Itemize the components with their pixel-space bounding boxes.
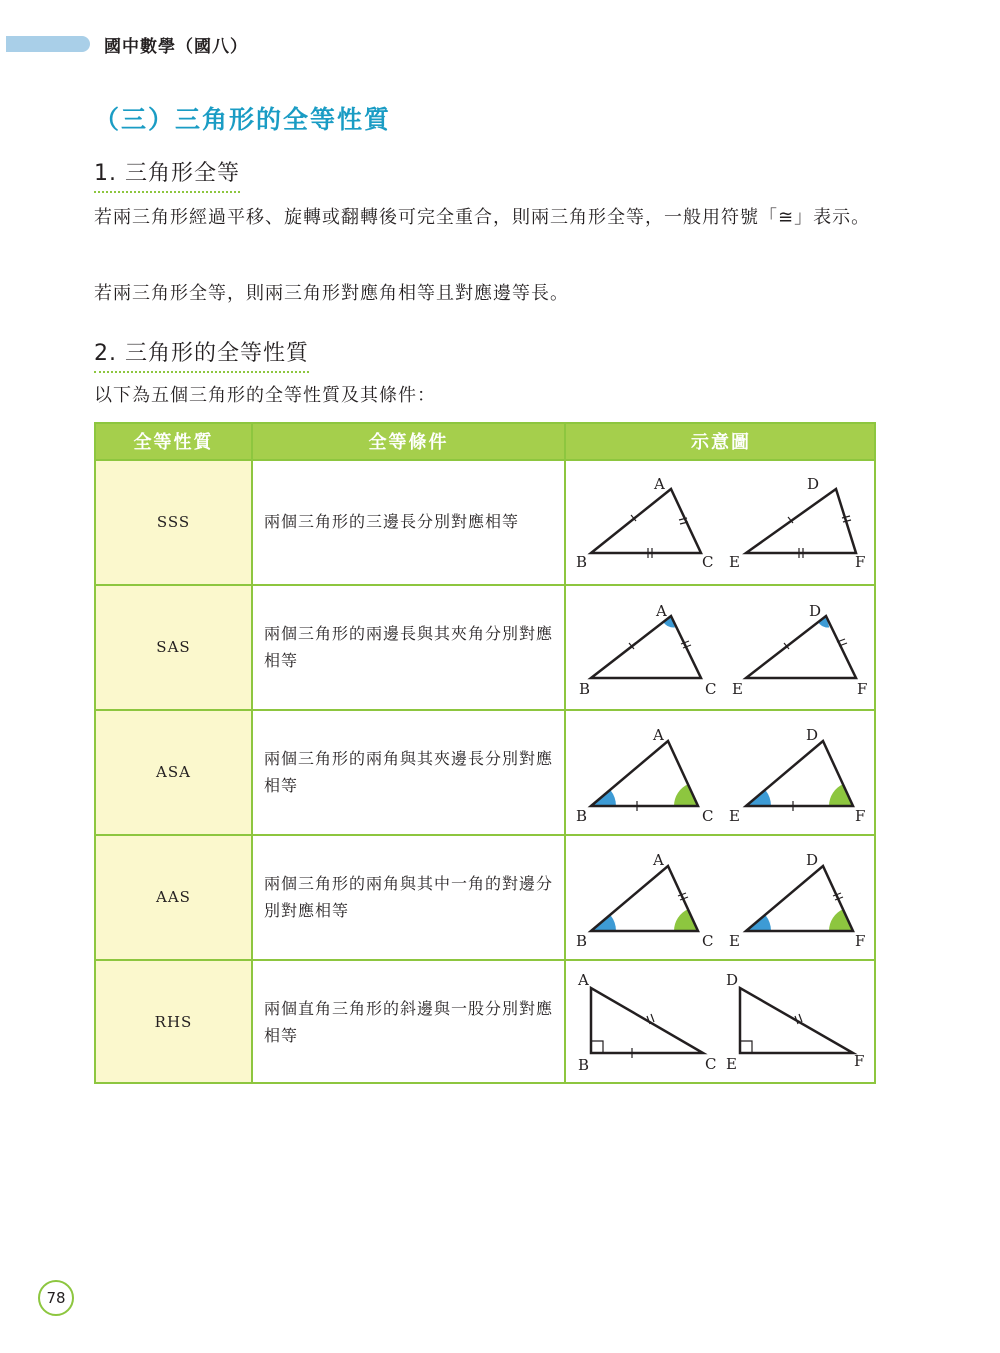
table-row-condition: 兩個三角形的兩角與其夾邊長分別對應相等 — [264, 749, 554, 795]
vertex-label: C — [702, 807, 714, 825]
vertex-label: C — [705, 1055, 717, 1073]
sas-diagram — [566, 586, 876, 709]
vertex-label: F — [855, 553, 866, 571]
rhs-diagram — [566, 961, 876, 1084]
vertex-label: B — [576, 553, 588, 571]
vertex-label: D — [806, 726, 819, 744]
table-header — [96, 424, 874, 461]
table-row-condition: 兩個三角形的兩邊長與其夾角分別對應相等 — [264, 624, 554, 670]
vertex-label: E — [729, 807, 740, 825]
vertex-label: B — [576, 807, 588, 825]
table-row-name: RHS — [154, 1013, 193, 1031]
vertex-label: B — [579, 680, 591, 698]
table-row-name: SSS — [156, 513, 191, 531]
subsection-title-2: 2. 三角形的全等性質 — [94, 336, 309, 373]
table-row-name: SAS — [156, 638, 191, 656]
paragraph-congruence-property: 若兩三角形全等，則兩三角形對應角相等且對應邊等長。 — [94, 283, 569, 304]
vertex-label: F — [857, 680, 868, 698]
subsection-title-1: 1. 三角形全等 — [94, 156, 240, 193]
vertex-label: B — [578, 1056, 590, 1074]
table-row-name: AAS — [156, 888, 191, 906]
book-title: 國中數學（國八） — [104, 37, 248, 57]
vertex-label: D — [809, 602, 822, 620]
aas-diagram — [566, 836, 876, 959]
sss-diagram — [566, 461, 876, 584]
header-decoration-bar — [6, 36, 90, 52]
page-number: 78 — [38, 1280, 74, 1316]
vertex-label: C — [702, 932, 714, 950]
asa-diagram — [566, 711, 876, 834]
vertex-label: C — [702, 553, 714, 571]
header-condition: 全等條件 — [368, 432, 449, 453]
header-property: 全等性質 — [133, 432, 214, 453]
vertex-label: F — [855, 807, 866, 825]
column-divider — [251, 424, 253, 1082]
vertex-label: E — [729, 932, 740, 950]
vertex-label: A — [654, 475, 665, 493]
paragraph-congruence-definition: 若兩三角形經過平移、旋轉或翻轉後可完全重合，則兩三角形全等，一般用符號「≅」表示。 — [94, 207, 871, 228]
paragraph-table-intro: 以下為五個三角形的全等性質及其條件： — [94, 385, 436, 406]
header-diagram: 示意圖 — [691, 432, 751, 453]
vertex-label: D — [806, 851, 819, 869]
table-row-condition: 兩個三角形的三邊長分別對應相等 — [264, 512, 520, 531]
vertex-label: C — [705, 680, 717, 698]
section-title: （三）三角形的全等性質 — [94, 105, 392, 134]
vertex-label: D — [807, 475, 820, 493]
vertex-label: A — [656, 602, 667, 620]
table-row-condition: 兩個直角三角形的斜邊與一股分別對應相等 — [264, 999, 554, 1045]
vertex-label: A — [578, 971, 589, 989]
vertex-label: F — [855, 932, 866, 950]
vertex-label: F — [854, 1052, 865, 1070]
vertex-label: E — [729, 553, 740, 571]
table-row-name: ASA — [156, 763, 191, 781]
vertex-label: A — [653, 851, 664, 869]
vertex-label: D — [726, 971, 739, 989]
vertex-label: B — [576, 932, 588, 950]
congruence-table — [94, 422, 876, 1084]
vertex-label: E — [732, 680, 743, 698]
vertex-label: A — [653, 726, 664, 744]
table-row-condition: 兩個三角形的兩角與其中一角的對邊分別對應相等 — [264, 874, 554, 920]
vertex-label: E — [726, 1055, 737, 1073]
